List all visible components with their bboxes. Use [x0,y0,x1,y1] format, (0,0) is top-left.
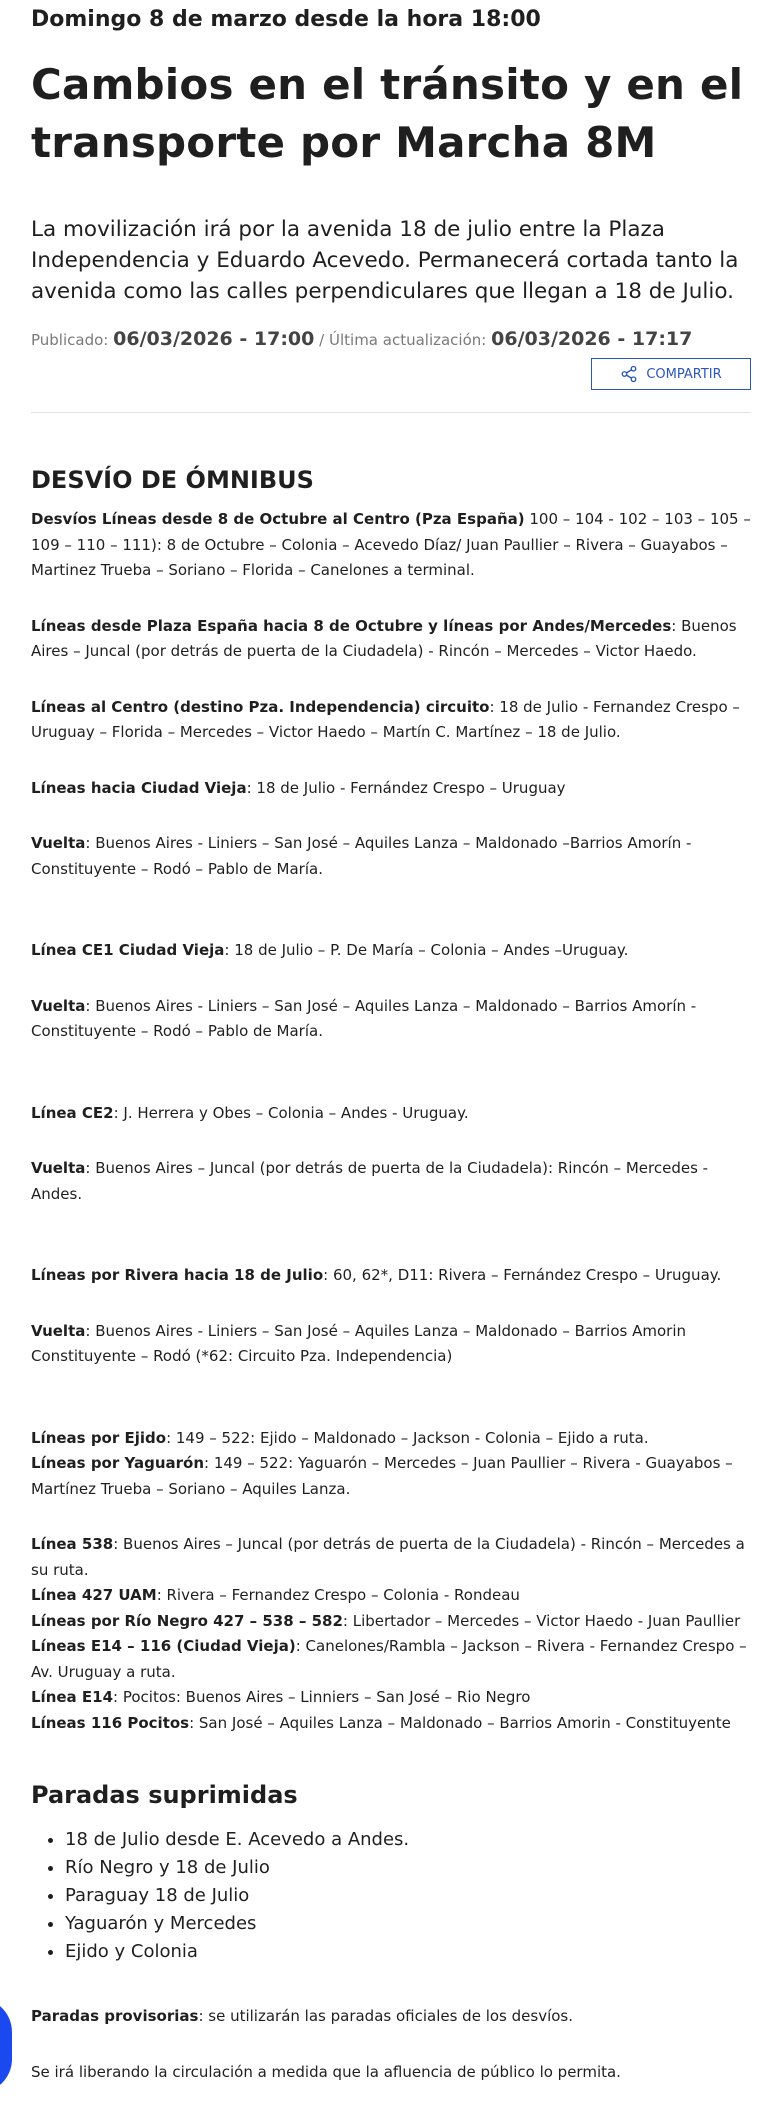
list-item [31,994,751,1045]
list-item [31,1426,751,1452]
list-item: • Ejido y Colonia [65,1938,751,1966]
item-label: Vuelta [31,996,86,1015]
item-text: : J. Herrera y Obes – Colonia – Andes - Uruguay. [113,1103,469,1122]
published-date: 06/03/2026 - 17:00 [113,328,315,350]
item-text: : Buenos Aires - Liniers – San José – Aquiles Lanza – Maldonado – Barrios Amorín - Constituyente – Rodó – Pablo de María. [31,996,697,1040]
list-item [31,1634,751,1685]
share-label: COMPARTIR [646,366,722,382]
closing-note: Se irá liberando la circulación a medida que la afluencia de público lo permita. [31,2062,621,2081]
list-item: • Río Negro y 18 de Julio [65,1854,751,1882]
item-label: Líneas por Yaguarón [31,1454,205,1472]
item-text: : Libertador – Mercedes – Victor Haedo - Juan Paullier [342,1611,741,1630]
item-text: : Canelones/Rambla – Jackson – Rivera - Fernandez Crespo – Av. Uruguay a ruta. [31,1637,747,1681]
provisional-note [31,2004,751,2030]
item-text: : San José – Aquiles Lanza – Maldonado – Barrios Amorin - Constituyente [189,1713,731,1732]
list-item [31,507,751,584]
list-item [31,831,751,882]
list-item [31,1609,751,1635]
item-label: Línea 538 [31,1535,114,1553]
article-kicker: Domingo 8 de marzo desde la hora 18:00 [31,7,541,32]
item-text: : 18 de Julio – P. De María – Colonia – Andes –Uruguay. [224,941,629,959]
list-item [31,1711,751,1737]
section-title-paradas: Paradas suprimidas [31,1781,298,1809]
item-label: Línea CE1 Ciudad Vieja [31,941,225,959]
list-item [31,1532,751,1583]
article [31,0,751,2085]
article-lead: La movilización irá por la avenida 18 de julio entre la Plaza Independencia y Eduardo Acevedo. Permanecerá cortada tanto la avenida como las calles perpendiculares que llegan a 18 de Julio. [31,217,739,304]
item-text: : Buenos Aires - Liniers – San José – Aquiles Lanza – Maldonado – Barrios Amorin Constituyente – Rodó (*62: Circuito Pza. Independencia) [31,1321,686,1365]
updated-label: Última actualización: [329,331,487,349]
item-text: : Rivera – Fernandez Crespo – Colonia - Rondeau [156,1586,520,1604]
item-label: Vuelta [31,1159,86,1177]
list-item [31,1319,751,1370]
item-text: : Buenos Aires - Liniers – San José – Aquiles Lanza – Maldonado –Barrios Amorín - Constituyente – Rodó – Pablo de María. [31,834,692,878]
item-text: : 149 – 522: Ejido – Maldonado – Jackson - Colonia – Ejido a ruta. [166,1428,649,1447]
item-text: : Buenos Aires – Juncal (por detrás de puerta de la Ciudadela) - Rincón – Mercedes – Victor Haedo. [31,616,737,660]
item-label: Desvíos Líneas desde 8 de Octubre al Centro (Pza España) [31,510,525,528]
updated-date: 06/03/2026 - 17:17 [491,328,693,350]
item-text: : 18 de Julio - Fernandez Crespo – Uruguay – Florida – Mercedes – Victor Haedo – Martín C. Martínez – 18 de Julio. [31,697,740,741]
item-label: Línea CE2 [31,1103,114,1122]
list-item [31,614,751,665]
list-item [31,1156,751,1207]
share-row [31,358,751,392]
list-item [31,776,751,802]
list-item [31,1451,751,1502]
item-label: Línea E14 [31,1688,114,1706]
paradas-list [31,1826,751,1966]
item-label: Líneas desde Plaza España hacia 8 de Octubre y líneas por Andes/Mercedes [31,616,672,635]
item-text: 100 – 104 - 102 – 103 – 105 – 109 – 110 – 111): 8 de Octubre – Colonia – Acevedo Díaz/ Juan Paullier – Rivera – Guayabos – Martinez Trueba – Soriano – Florida – Canelones a terminal. [31,510,751,579]
list-item [31,1263,751,1289]
list-item [31,695,751,746]
list-item [31,1685,751,1711]
item-label: Línea 427 UAM [31,1586,157,1604]
meta-separator: / [319,331,325,349]
omnibus-list [31,507,751,1736]
page-title: Cambios en el tránsito y en el transporte por Marcha 8M [31,60,744,167]
share-button[interactable] [591,358,751,390]
published-label: Publicado: [31,331,109,349]
item-text: : 60, 62*, D11: Rivera – Fernández Crespo – Uruguay. [323,1266,722,1284]
item-label: Líneas E14 – 116 (Ciudad Vieja) [31,1637,296,1655]
list-item: • 18 de Julio desde E. Acevedo a Andes. [65,1826,751,1854]
item-label: Líneas por Río Negro 427 – 538 – 582 [31,1611,343,1630]
list-item [31,938,751,964]
item-label: Líneas hacia Ciudad Vieja [31,778,247,797]
item-label: Líneas por Ejido [31,1428,167,1447]
item-text: : Buenos Aires – Juncal (por detrás de puerta de la Ciudadela): Rincón – Mercedes - Andes. [31,1159,709,1203]
list-item: • Yaguarón y Mercedes [65,1910,751,1938]
item-text: : Pocitos: Buenos Aires – Linniers – San José – Rio Negro [113,1688,531,1706]
section-title-omnibus: DESVÍO DE ÓMNIBUS [31,466,314,494]
list-item [31,1583,751,1609]
item-text: : 149 – 522: Yaguarón – Mercedes – Juan Paullier – Rivera - Guayabos – Martínez Trueba – Soriano – Aquiles Lanza. [31,1454,733,1498]
item-text: : 18 de Julio - Fernández Crespo – Uruguay [246,778,566,797]
share-icon [620,365,638,383]
list-item: • Paraguay 18 de Julio [65,1882,751,1910]
divider [31,412,751,413]
article-meta [31,327,751,352]
item-label: Líneas 116 Pocitos [31,1713,190,1732]
provisional-text: : se utilizarán las paradas oficiales de los desvíos. [198,2007,573,2025]
item-text: : Buenos Aires – Juncal (por detrás de puerta de la Ciudadela) - Rincón – Mercedes a su ruta. [31,1535,745,1579]
item-label: Líneas por Rivera hacia 18 de Julio [31,1266,324,1284]
accent-shape [0,1998,12,2093]
list-item [31,1101,751,1127]
provisional-label: Paradas provisorias [31,2007,199,2025]
item-label: Vuelta [31,834,86,852]
item-label: Vuelta [31,1321,86,1340]
item-label: Líneas al Centro (destino Pza. Independencia) circuito [31,697,490,716]
